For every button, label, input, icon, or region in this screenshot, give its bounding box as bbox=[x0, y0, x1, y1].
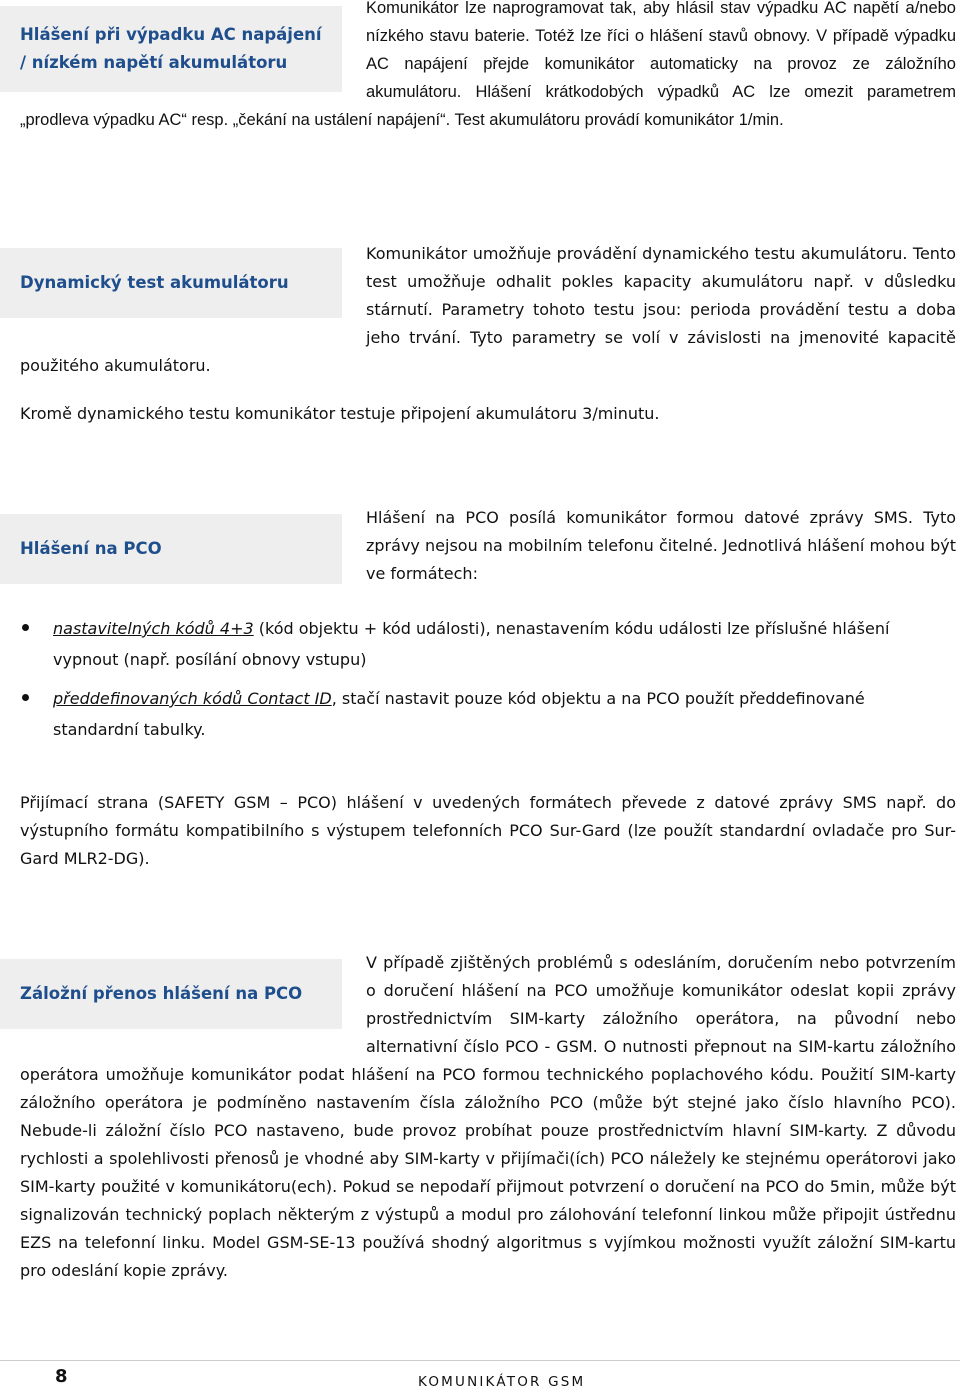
list-item-text: (kód objektu + kód události), nenastavením kódu události lze příslušné hlášení vypnout (např. posílání obnovy vstupu) bbox=[53, 619, 890, 669]
section-3-paragraph bbox=[20, 504, 956, 588]
footer-divider bbox=[0, 1360, 960, 1361]
section-2-paragraph-2: Kromě dynamického testu komunikátor testuje připojení akumulátoru 3/minutu. bbox=[20, 404, 660, 423]
heading-text: Hlášení na PCO bbox=[20, 539, 162, 558]
heading-line-1: Hlášení při výpadku AC napájení bbox=[20, 25, 322, 44]
section-1-paragraph bbox=[20, 0, 956, 134]
list-item bbox=[20, 683, 950, 745]
format-link-4plus3[interactable]: nastavitelných kódů 4+3 bbox=[53, 619, 254, 638]
footer-title: KOMUNIKÁTOR GSM bbox=[418, 1374, 586, 1390]
heading-text: Záložní přenos hlášení na PCO bbox=[20, 984, 303, 1003]
heading-line-2: / nízkém napětí akumulátoru bbox=[20, 53, 288, 72]
section-4-text: V případě zjištěných problémů s odesláním, doručením nebo potvrzením o doručení hlášení na PCO umožňuje komunikátor odeslat kopii zprávy prostřednictvím SIM-karty záložního operátora, na původní nebo alternativní číslo PCO - GSM. O nutnosti přepnout na SIM-kartu záložního operátora umožňuje komunikátor podat hlášení na PCO formou technického poplachového kódu. Použití SIM-karty záložního operátora je podmíněno nastavením čísla záložního PCO (může být stejné jako číslo hlavního PCO). Nebude-li záložní číslo PCO nastaveno, bude provoz probíhat pouze prostřednictvím hlavní SIM-karty. Z důvodu rychlosti a spolehlivosti přenosů je vhodné aby SIM-karty v přijímači(ích) PCO náležely ke stejnému operátorovi jako SIM-karty použité v komunikátoru(ech). Pokud se nepodaří přijmout potvrzení o doručení na PCO do 5min, může být signalizován technický poplach některým z výstupů a modul pro zálohování telefonní linkou může připojit ústřednu EZS na telefonní linku. Model GSM-SE-13 používá shodný algoritmus s vyjímkou možnosti využít záložní SIM-kartu pro odeslání kopie zprávy. bbox=[20, 953, 956, 1280]
section-4-paragraph bbox=[20, 949, 956, 1285]
section-3-paragraph-2: Přijímací strana (SAFETY GSM – PCO) hlášení v uvedených formátech převede z datové zprávy SMS např. do výstupního formátu kompatibilního s výstupem telefonních PCO Sur-Gard (lze použít standardní ovladače pro Sur-Gard MLR2-DG). bbox=[20, 793, 956, 868]
section-2-text: Komunikátor umožňuje provádění dynamického testu akumulátoru. Tento test umožňuje odhalit pokles kapacity akumulátoru např. v důsledku stárnutí. Parametry tohoto testu jsou: perioda provádění testu a doba jeho trvání. Tyto parametry se volí v závislosti na jmenovité kapacitě použitého akumulátoru. bbox=[20, 244, 956, 375]
section-1-text: Komunikátor lze naprogramovat tak, aby hlásil stav výpadku AC napětí a/nebo nízkého stavu baterie. Totéž lze říci o hlášení stavů obnovy. V případě výpadku AC napájení přejde komunikátor automaticky na provoz ze záložního akumulátoru. Hlášení krátkodobých výpadků AC lze omezit parametrem „prodleva výpadku AC“ resp. „čekání na ustálení napájení“. Test akumulátoru provádí komunikátor 1/min. bbox=[20, 0, 956, 129]
format-list bbox=[20, 613, 950, 753]
section-2-paragraph bbox=[20, 240, 956, 380]
format-link-contact-id[interactable]: předdefinovaných kódů Contact ID bbox=[53, 689, 332, 708]
section-3-text: Hlášení na PCO posílá komunikátor formou datové zprávy SMS. Tyto zprávy nejsou na mobilním telefonu čitelné. Jednotlivá hlášení mohou být ve formátech: bbox=[366, 508, 956, 583]
list-item-text: , stačí nastavit pouze kód objektu a na PCO použít předdefinované standardní tabulky. bbox=[53, 689, 865, 739]
page-number: 8 bbox=[55, 1366, 68, 1387]
list-item bbox=[20, 613, 950, 675]
heading-text: Dynamický test akumulátoru bbox=[20, 273, 289, 292]
